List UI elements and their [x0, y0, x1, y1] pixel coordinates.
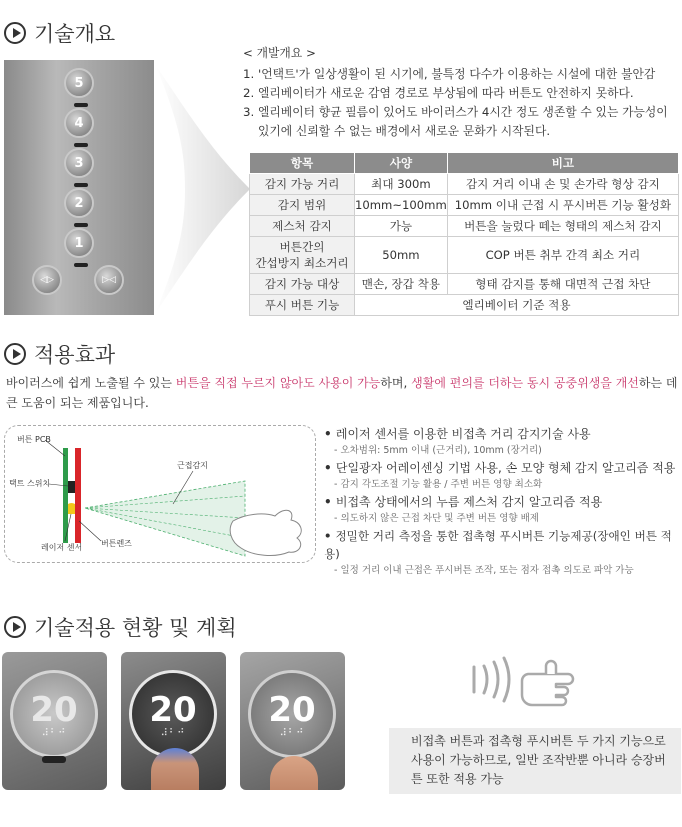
table-cell: 50mm [355, 237, 448, 274]
intro-text: 하며, [380, 376, 412, 390]
table-cell: 맨손, 장갑 착용 [355, 274, 448, 295]
play-circle-icon [4, 22, 26, 44]
intro-text: 하는 데 큰 도움이 되는 제품입니다. [6, 376, 678, 410]
table-cell: 최대 300m [355, 174, 448, 195]
label-lens: 버튼렌즈 [101, 539, 132, 548]
play-circle-icon [4, 343, 26, 365]
caption-text: 비접촉 버튼과 접촉형 푸시버튼 두 가지 기능으로 사용이 가능하므로, 일반 조작반뿐 아니라 승장버튼 또한 적용 가능 [411, 734, 666, 786]
overview-item-1: 1. '언택트'가 일상생활이 된 시기에, 불특정 다수가 이용하는 시설에 대한 불안감 [243, 67, 656, 81]
table-header: 항목 [250, 153, 355, 174]
table-row [250, 195, 679, 216]
play-circle-icon [4, 616, 26, 638]
feature-sub: - 의도하지 않은 근접 차단 및 주변 버튼 영향 배제 [334, 513, 539, 524]
elevator-panel-image [4, 60, 154, 315]
section-title-text: 기술적용 현황 및 계획 [34, 616, 237, 640]
label-pcb: 버튼 PCB [17, 435, 51, 444]
section-title-effect [4, 339, 115, 369]
braille-text: ⠼⠃⠚ [160, 727, 186, 739]
finger-image [151, 748, 199, 790]
proximity-wave-icon [474, 658, 509, 701]
sensor-window [42, 756, 66, 763]
table-cell: COP 버튼 취부 간격 최소 거리 [447, 237, 678, 274]
table-cell: 10mm 이내 근접 시 푸시버튼 기능 활성화 [447, 195, 678, 216]
arrow-right-icon [155, 64, 250, 314]
touchless-icons [466, 652, 616, 707]
elevator-button-1: 1 [64, 228, 94, 258]
braille-text: ⠼⠃⠚ [279, 727, 305, 739]
table-cell: 감지 범위 [250, 195, 355, 216]
button-photo-1 [2, 652, 107, 790]
button-photo-3 [240, 652, 345, 790]
elevator-button-2: 2 [64, 188, 94, 218]
table-cell: 가능 [355, 216, 448, 237]
feature-item: • 비접촉 상태에서의 누름 제스처 감지 알고리즘 적용 [324, 493, 680, 511]
tact-switch [68, 481, 75, 493]
door-open-button: ◁▷ [32, 265, 62, 295]
table-cell: 버튼간의 간섭방지 최소거리 [250, 237, 355, 274]
feature-item: • 정밀한 거리 측정을 통한 접촉형 푸시버튼 기능제공(장애인 버튼 적용) [324, 527, 680, 563]
table-cell: 감지 가능 거리 [250, 174, 355, 195]
pointing-hand-icon [522, 661, 573, 705]
table-row [250, 174, 679, 195]
button-pcb [63, 448, 68, 543]
label-proximity: 근접감지 [177, 461, 208, 470]
table-cell: 버튼을 눌렀다 떼는 형태의 제스처 감지 [447, 216, 678, 237]
feature-item: • 레이저 센서를 이용한 비접촉 거리 감지기술 사용 [324, 425, 680, 443]
caption-box [389, 728, 681, 794]
finger-image [270, 756, 318, 790]
section-title-status [4, 612, 237, 642]
elevator-button-3: 3 [64, 148, 94, 178]
table-row [250, 237, 679, 274]
button-plate [129, 670, 217, 758]
table-cell: 엘리베이터 기준 적용 [355, 295, 679, 316]
floor-number: 20 [268, 689, 316, 730]
overview-heading: < 개발개요 > [243, 46, 316, 60]
door-close-button: ▷◁ [94, 265, 124, 295]
table-row [250, 295, 679, 316]
feature-sub: - 일정 거리 이내 근접은 푸시버튼 조작, 또는 점자 접촉 의도로 파악 가능 [334, 565, 634, 576]
overview-text [243, 44, 673, 141]
section-title-overview [4, 18, 115, 48]
feature-sub: - 감지 각도조절 기능 활용 / 주변 버튼 영향 최소화 [334, 479, 543, 490]
table-header: 사양 [355, 153, 448, 174]
floor-number: 20 [30, 689, 78, 730]
overview-item-3: 3. 엘리베이터 향균 필름이 있어도 바이러스가 4시간 정도 생존할 수 있는 가능성이 있기에 신뢰할 수 없는 배경에서 새로운 문화가 시작된다. [243, 105, 668, 138]
table-header-row [250, 153, 679, 174]
sensor-diagram [4, 425, 316, 563]
section-title-text: 기술개요 [34, 22, 116, 46]
table-header: 비고 [447, 153, 678, 174]
button-plate [248, 670, 336, 758]
table-row [250, 274, 679, 295]
overview-item-2: 2. 엘리베이터가 새로운 감염 경로로 부상됨에 따라 버튼도 안전하지 못하다. [243, 86, 634, 100]
table-cell: 감지 가능 대상 [250, 274, 355, 295]
button-photo-2 [121, 652, 226, 790]
feature-item: • 단일광자 어레이센싱 기법 사용, 손 모양 형체 감지 알고리즘 적용 [324, 459, 680, 477]
spec-table [249, 152, 679, 316]
table-cell: 제스처 감지 [250, 216, 355, 237]
table-cell: 푸시 버튼 기능 [250, 295, 355, 316]
feature-list [324, 425, 680, 579]
button-lens [75, 448, 81, 543]
table-cell: 10mm~100mm [355, 195, 448, 216]
section-title-text: 적용효과 [34, 343, 116, 367]
intro-highlight: 생활에 편의를 더하는 동시 공중위생을 개선 [411, 376, 639, 390]
laser-sensor [68, 503, 75, 514]
table-cell: 형태 감지를 통해 대면적 근접 차단 [447, 274, 678, 295]
table-row [250, 216, 679, 237]
table-cell: 감지 거리 이내 손 및 손가락 형상 감지 [447, 174, 678, 195]
feature-sub: - 오차범위: 5mm 이내 (근거리), 10mm (장거리) [334, 445, 542, 456]
elevator-button-4: 4 [64, 108, 94, 138]
effect-intro-text [6, 373, 678, 413]
label-switch: 택트 스위치 [9, 479, 51, 488]
braille-text: ⠼⠃⠚ [41, 727, 67, 739]
intro-text: 바이러스에 쉽게 노출될 수 있는 [6, 376, 176, 390]
label-laser: 레이저 센서 [41, 543, 83, 552]
floor-number: 20 [149, 689, 197, 730]
intro-highlight: 버튼을 직접 누르지 않아도 사용이 가능 [175, 376, 381, 390]
elevator-button-5: 5 [64, 68, 94, 98]
button-plate [10, 670, 98, 758]
